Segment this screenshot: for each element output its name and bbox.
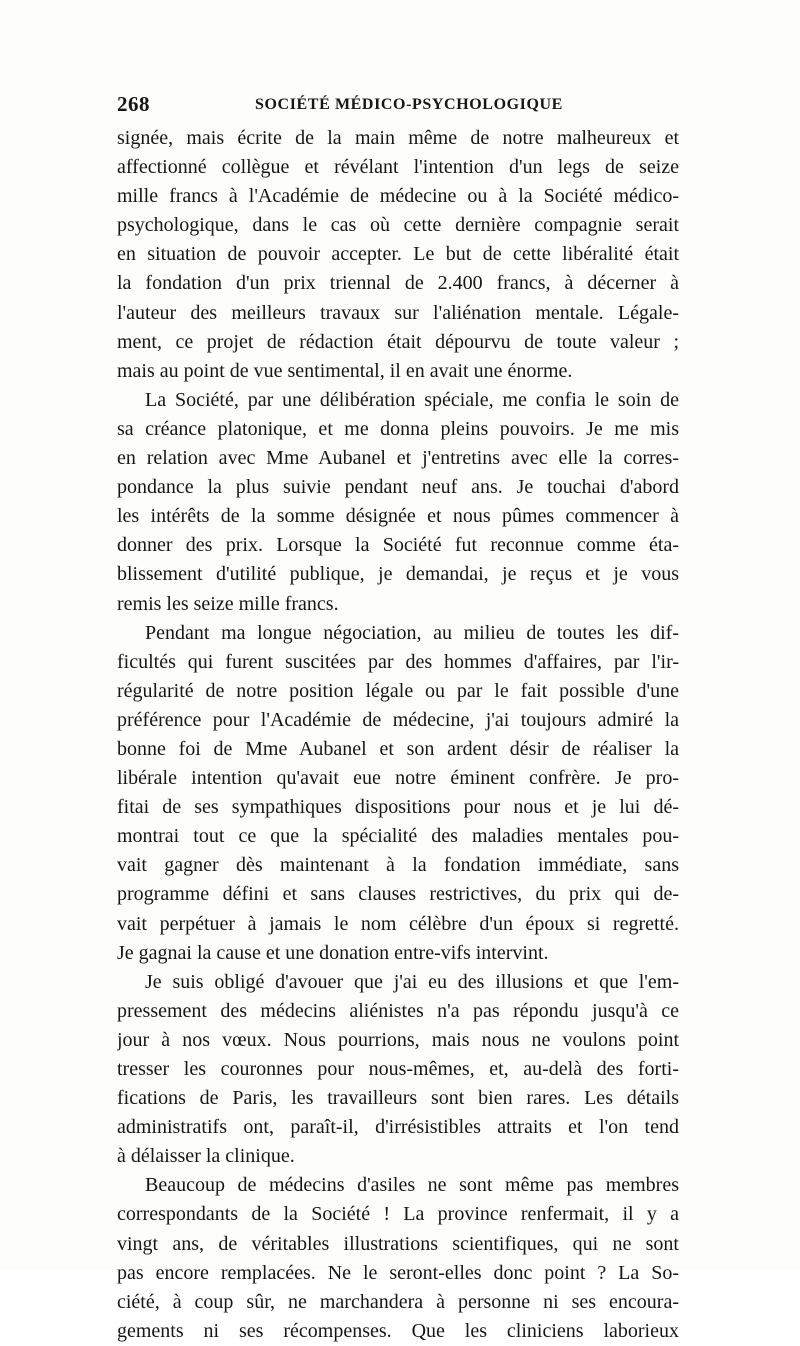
text-line: régularité de notre position légale ou par le fait possible d'une bbox=[117, 679, 679, 702]
text-line: mille francs à l'Académie de médecine ou à la Société médico- bbox=[117, 185, 679, 208]
text-line: à délaisser la clinique. bbox=[117, 1145, 295, 1168]
text-line: la fondation d'un prix triennal de 2.400 francs, à décerner à bbox=[117, 272, 679, 295]
text-line: les intérêts de la somme désignée et nous pûmes commencer à bbox=[117, 505, 679, 528]
page-number: 268 bbox=[117, 92, 150, 116]
text-line: ciété, à coup sûr, ne marchandera à personne ni ses encoura- bbox=[117, 1290, 679, 1313]
text-line: mais au point de vue sentimental, il en avait une énorme. bbox=[117, 359, 573, 382]
text-line: sa créance platonique, et me donna pleins pouvoirs. Je me mis bbox=[117, 417, 679, 440]
text-line: fitai de ses sympathiques dispositions pour nous et je lui dé- bbox=[117, 796, 679, 819]
text-line: gements ni ses récompenses. Que les cliniciens laborieux bbox=[117, 1319, 679, 1342]
running-head bbox=[117, 90, 677, 118]
text-line: blissement d'utilité publique, je demandai, je reçus et je vous bbox=[117, 563, 679, 586]
body-text bbox=[117, 124, 679, 1346]
text-line: jour à nos vœux. Nous pourrions, mais nous ne voulons point bbox=[117, 1028, 679, 1051]
text-line: vait gagner dès maintenant à la fondation immédiate, sans bbox=[117, 854, 679, 877]
text-line: en situation de pouvoir accepter. Le but de cette libéralité était bbox=[117, 243, 679, 266]
text-line: pas encore remplacées. Ne le seront-elles donc point ? La So- bbox=[117, 1261, 679, 1284]
text-line: pondance la plus suivie pendant neuf ans. Je touchai d'abord bbox=[117, 476, 679, 499]
text-line: psychologique, dans le cas où cette dernière compagnie serait bbox=[117, 214, 679, 237]
text-line: ficultés qui furent suscitées par des hommes d'affaires, par l'ir- bbox=[117, 650, 679, 673]
text-line: vingt ans, de véritables illustrations scientifiques, qui ne sont bbox=[117, 1232, 679, 1255]
text-line: Je suis obligé d'avouer que j'ai eu des illusions et que l'em- bbox=[145, 970, 679, 993]
text-line: donner des prix. Lorsque la Société fut reconnue comme éta- bbox=[117, 534, 679, 557]
text-line: ment, ce projet de rédaction était dépourvu de toute valeur ; bbox=[117, 330, 679, 353]
text-line: montrai tout ce que la spécialité des maladies mentales pou- bbox=[117, 825, 679, 848]
text-line: signée, mais écrite de la main même de notre malheureux et bbox=[117, 127, 679, 149]
text-line: vait perpétuer à jamais le nom célèbre d'un époux si regretté. bbox=[117, 912, 679, 935]
text-line: bonne foi de Mme Aubanel et son ardent désir de réaliser la bbox=[117, 737, 679, 760]
running-title: SOCIÉTÉ MÉDICO-PSYCHOLOGIQUE bbox=[255, 96, 563, 113]
text-line: pressement des médecins aliénistes n'a pas répondu jusqu'à ce bbox=[117, 999, 679, 1022]
text-line: affectionné collègue et révélant l'intention d'un legs de seize bbox=[117, 156, 679, 179]
text-line: remis les seize mille francs. bbox=[117, 592, 339, 615]
text-line: libérale intention qu'avait eue notre éminent confrère. Je pro- bbox=[117, 767, 679, 790]
text-line: correspondants de la Société ! La province renfermait, il y a bbox=[117, 1203, 679, 1226]
text-line: en relation avec Mme Aubanel et j'entretins avec elle la corres- bbox=[117, 447, 679, 470]
text-line: La Société, par une délibération spéciale, me confia le soin de bbox=[145, 388, 679, 411]
text-line: Je gagnai la cause et une donation entre-vifs intervint. bbox=[117, 941, 549, 964]
text-line: administratifs ont, paraît-il, d'irrésistibles attraits et l'on tend bbox=[117, 1116, 679, 1139]
text-line: tresser les couronnes pour nous-mêmes, et, au-delà des forti- bbox=[117, 1058, 679, 1080]
text-line: programme défini et sans clauses restrictives, du prix qui de- bbox=[117, 883, 679, 906]
text-line: Beaucoup de médecins d'asiles ne sont même pas membres bbox=[145, 1174, 679, 1197]
text-line: l'auteur des meilleurs travaux sur l'aliénation mentale. Légale- bbox=[117, 301, 679, 324]
text-line: Pendant ma longue négociation, au milieu de toutes les dif- bbox=[145, 621, 679, 644]
text-line: fications de Paris, les travailleurs sont bien rares. Les détails bbox=[117, 1087, 679, 1110]
text-line: préférence pour l'Académie de médecine, j'ai toujours admiré la bbox=[117, 708, 679, 731]
